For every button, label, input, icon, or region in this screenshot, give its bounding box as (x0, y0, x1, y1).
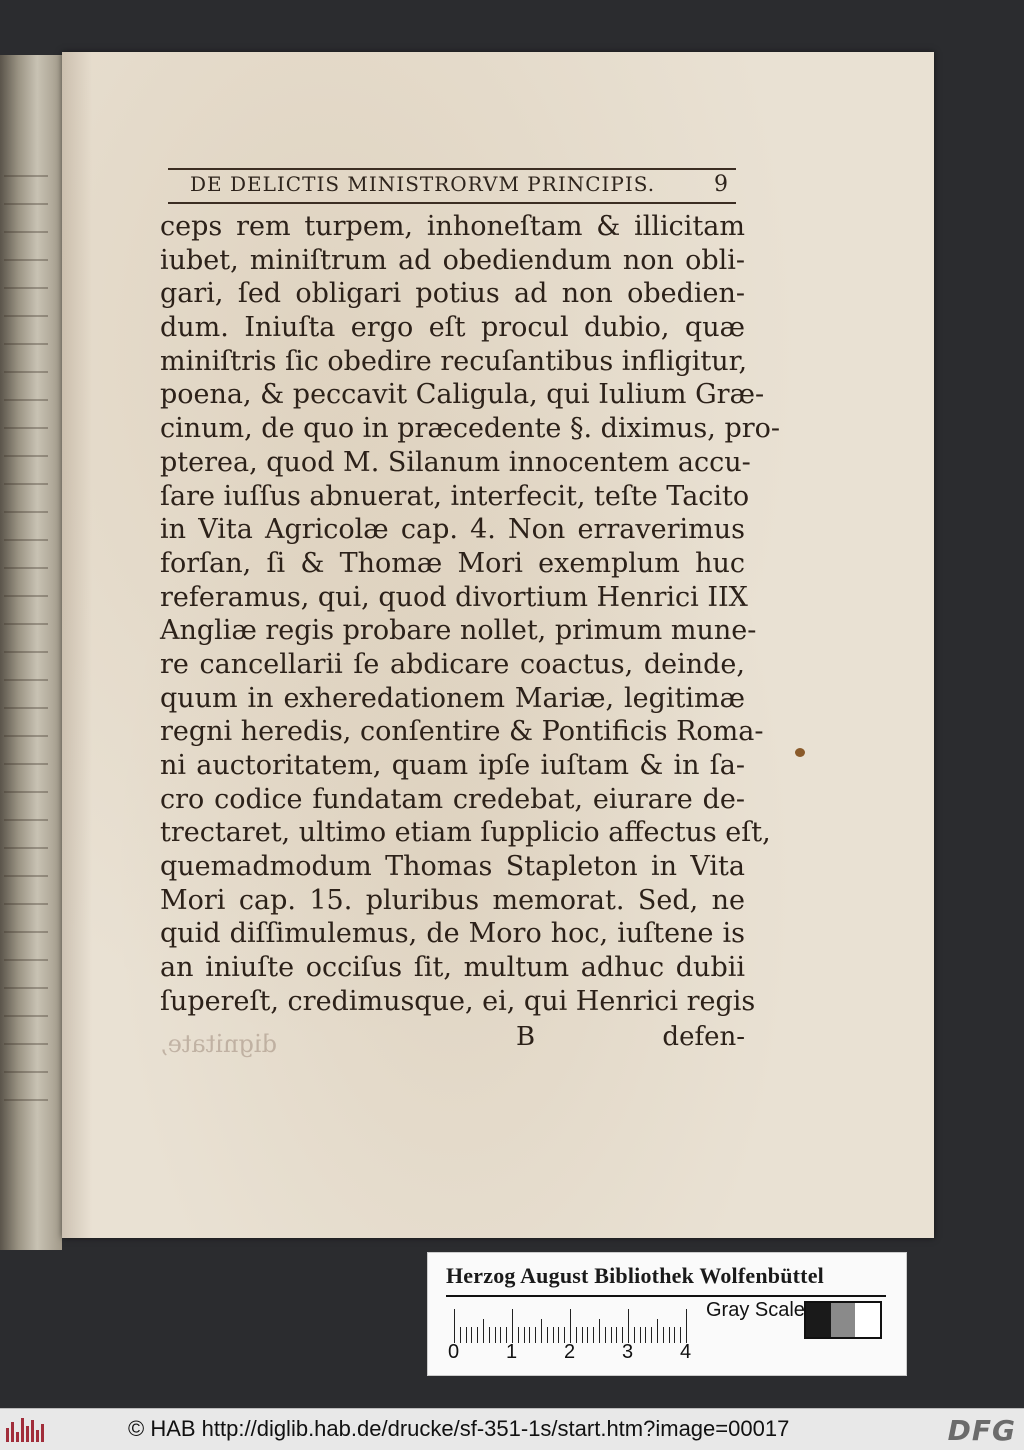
text-line: cro codice fundatam credebat, eiurare de- (160, 783, 745, 815)
ruler-number: 2 (564, 1341, 576, 1363)
ruler-numbers (444, 1341, 704, 1365)
text-line: in Vita Agricolæ cap. 4. Non erraverimus (160, 514, 745, 546)
page-foot (160, 1022, 745, 1056)
text-line: pterea, quod M. Silanum innocentem accu- (160, 446, 751, 478)
logo-bar (11, 1422, 14, 1442)
text-line: trectaret, ultimo etiam ſupplicio affectus eſt, (160, 817, 771, 849)
catchword: defen- (662, 1022, 745, 1052)
header-rule-bottom (168, 202, 736, 204)
dfg-logo: DFG (947, 1414, 1016, 1447)
gray-swatch (831, 1303, 856, 1337)
library-name: Herzog August Bibliothek Wolfenbüttel (446, 1263, 824, 1288)
text-line: referamus, qui, quod divortium Henrici IIX (160, 581, 748, 613)
text-line: Mori cap. 15. pluribus memorat. Sed, ne (160, 884, 745, 916)
logo-bar (31, 1420, 34, 1442)
cm-ruler (448, 1303, 698, 1343)
text-line: quid diſſimulemus, de Moro hoc, iuſtene is (160, 918, 745, 950)
logo-bar (16, 1432, 19, 1442)
ruler-number: 4 (680, 1341, 692, 1363)
ink-stain (795, 748, 805, 757)
footer-bar (0, 1408, 1024, 1450)
ruler-tick (512, 1309, 513, 1343)
gray-scale-label: Gray Scale (706, 1299, 805, 1321)
color-scale-card (427, 1252, 907, 1376)
logo-bar (6, 1428, 9, 1442)
text-line: ſupereſt, credimusque, ei, qui Henrici regis (160, 985, 756, 1017)
ruler-tick (570, 1309, 571, 1343)
text-line: cinum, de quo in præcedente §. diximus, pro- (160, 413, 781, 445)
card-rule (446, 1295, 886, 1297)
running-head: DE DELICTIS MINISTRORVM PRINCIPIS. (190, 172, 656, 196)
logo-bar (36, 1430, 39, 1442)
text-line: ni auctoritatem, quam ipſe iuſtam & in ſa- (160, 750, 745, 781)
text-line: dum. Iniuſta ergo eſt procul dubio, quæ (160, 312, 745, 344)
ruler-tick (483, 1319, 484, 1343)
ruler-number: 0 (448, 1341, 460, 1363)
text-line: regni heredis, conſentire & Pontificis Roma- (160, 716, 764, 748)
facing-page-edge (0, 55, 62, 1250)
page-number: 9 (714, 172, 728, 197)
gray-swatch (855, 1303, 880, 1337)
logo-bar (26, 1426, 29, 1442)
header-rule-top (168, 168, 736, 170)
logo-bar (41, 1424, 44, 1442)
text-line: quum in exheredationem Mariæ, legitimæ (160, 682, 745, 714)
text-line: ſare iuſſus abnuerat, interfecit, teſte Tacito (160, 480, 750, 512)
copyright-url[interactable]: © HAB http://diglib.hab.de/drucke/sf-351-1s/start.htm?image=00017 (128, 1416, 790, 1441)
ruler-tick (686, 1309, 687, 1343)
ruler-tick (657, 1319, 658, 1343)
text-line: Angliæ regis probare nollet, primum mune- (160, 615, 757, 647)
text-line: iubet, miniſtrum ad obediendum non obli- (160, 244, 745, 276)
gray-scale-swatches (804, 1301, 882, 1339)
ruler-tick (599, 1319, 600, 1343)
text-line: gari, ſed obligari potius ad non obedien- (160, 278, 745, 310)
ruler-number: 3 (622, 1341, 634, 1363)
text-line: poena, & peccavit Caligula, qui Iulium Græ- (160, 379, 765, 411)
ruler-number: 1 (506, 1341, 518, 1363)
logo-bar (21, 1418, 24, 1442)
gray-swatch (806, 1303, 831, 1337)
text-line: ceps rem turpem, inhoneſtam & illicitam (160, 211, 745, 242)
text-line: forſan, ſi & Thomæ Mori exemplum huc (160, 547, 745, 579)
ruler-tick (628, 1309, 629, 1343)
hab-logo-icon (6, 1418, 46, 1442)
text-line: an iniuſte occiſus ſit, multum adhuc dubii (160, 952, 745, 984)
text-line: re cancellarii ſe abdicare coactus, deinde, (160, 648, 745, 680)
text-line: quemadmodum Thomas Stapleton in Vita (160, 851, 745, 883)
bleed-through-text: dignitate, (160, 1030, 277, 1058)
ruler-tick (541, 1319, 542, 1343)
signature-mark: B (516, 1022, 536, 1052)
body-text (160, 210, 781, 1019)
text-line: miniſtris ſic obedire recuſantibus infligitur, (160, 345, 748, 377)
ruler-tick (454, 1309, 455, 1343)
